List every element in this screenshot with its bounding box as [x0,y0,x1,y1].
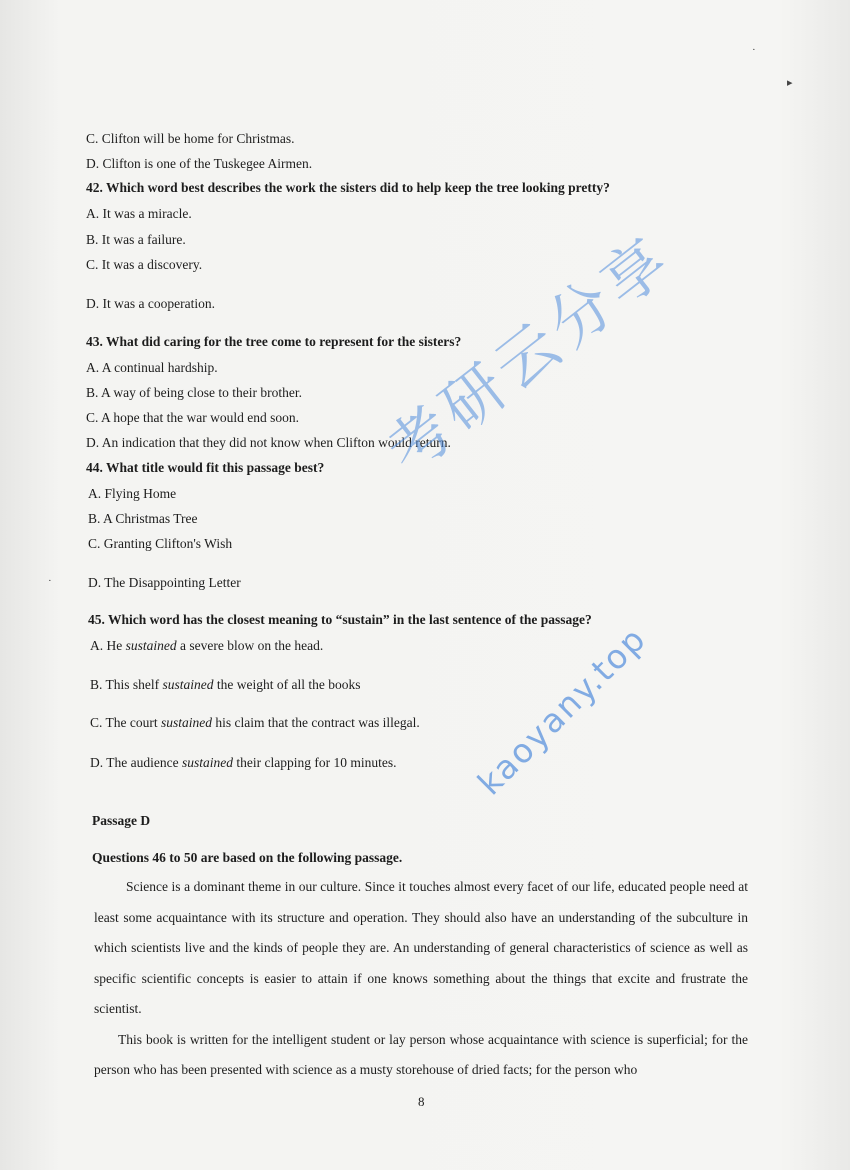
passage-d-title: Passage D [92,813,151,828]
q45-option-c [90,715,420,731]
q44-option-b: B. A Christmas Tree [88,511,198,526]
q44-option-d: D. The Disappointing Letter [88,575,241,590]
q43-option-a: A. A continual hardship. [86,360,218,375]
q43-option-b: B. A way of being close to their brother. [86,385,302,400]
passage-d-paragraph-1: Science is a dominant theme in our culture. Since it touches almost every facet of our life, educated people need at least some acquaintance with its structure and operation. They should also have an understanding of the subculture in which scientists live and the kinds of people they are. An understanding of general characteristics of science as well as specific scientific concepts is easier to attain if one knows something about the things that excite and frustrate the scientist. [94,879,748,1016]
scan-mark-icon: · [752,44,756,56]
q43-option-c: C. A hope that the war would end soon. [86,410,299,425]
q44-option-c: C. Granting Clifton's Wish [88,536,233,551]
q45-option-a [90,638,323,654]
q45-option-d-suffix: their clapping for 10 minutes. [232,755,397,770]
question-44: 44. What title would fit this passage best? [86,460,325,475]
option-prev-c: C. Clifton will be home for Christmas. [86,131,295,146]
q45-option-b-suffix: the weight of all the books [213,677,361,692]
passage-d-paragraph-2: This book is written for the intelligent student or lay person whose acquaintance with science is superficial; for the person who has been presented with science as a musty storehouse of dried facts; for the person who [94,1031,748,1077]
q45-option-a-prefix: A. He [90,638,126,653]
q42-option-d: D. It was a cooperation. [86,296,215,311]
q45-option-d-word: sustained [181,755,233,770]
q45-option-c-word: sustained [161,715,213,730]
passage-d-instruction: Questions 46 to 50 are based on the following passage. [92,850,403,865]
passage-d-body [94,872,748,1086]
watermark-chinese: 考研云分享 [373,220,686,488]
option-prev-d: D. Clifton is one of the Tuskegee Airmen. [86,156,313,171]
q45-option-a-word: sustained [125,638,177,653]
question-42: 42. Which word best describes the work the sisters did to help keep the tree looking pretty? [86,180,610,195]
scan-mark-icon: · [48,575,52,587]
page-number: 8 [418,1094,425,1109]
q45-option-c-prefix: C. The court [90,715,161,730]
q45-option-b-word: sustained [162,677,214,692]
question-43: 43. What did caring for the tree come to represent for the sisters? [86,334,462,349]
q45-option-b-prefix: B. This shelf [90,677,163,692]
q42-option-a: A. It was a miracle. [86,206,192,221]
q42-option-b: B. It was a failure. [86,232,186,247]
scan-mark-icon: ▸ [787,77,793,89]
question-45: 45. Which word has the closest meaning to “sustain” in the last sentence of the passage? [88,612,592,627]
q45-option-d [90,755,396,771]
watermark-url: kaoyany.top [470,618,654,803]
q45-option-c-suffix: his claim that the contract was illegal. [212,715,420,730]
q45-option-a-suffix: a severe blow on the head. [176,638,324,653]
q43-option-d: D. An indication that they did not know when Clifton would return. [86,435,451,450]
q45-option-b [90,677,361,693]
q42-option-c: C. It was a discovery. [86,257,203,272]
q44-option-a: A. Flying Home [88,486,177,501]
q45-option-d-prefix: D. The audience [90,755,182,770]
